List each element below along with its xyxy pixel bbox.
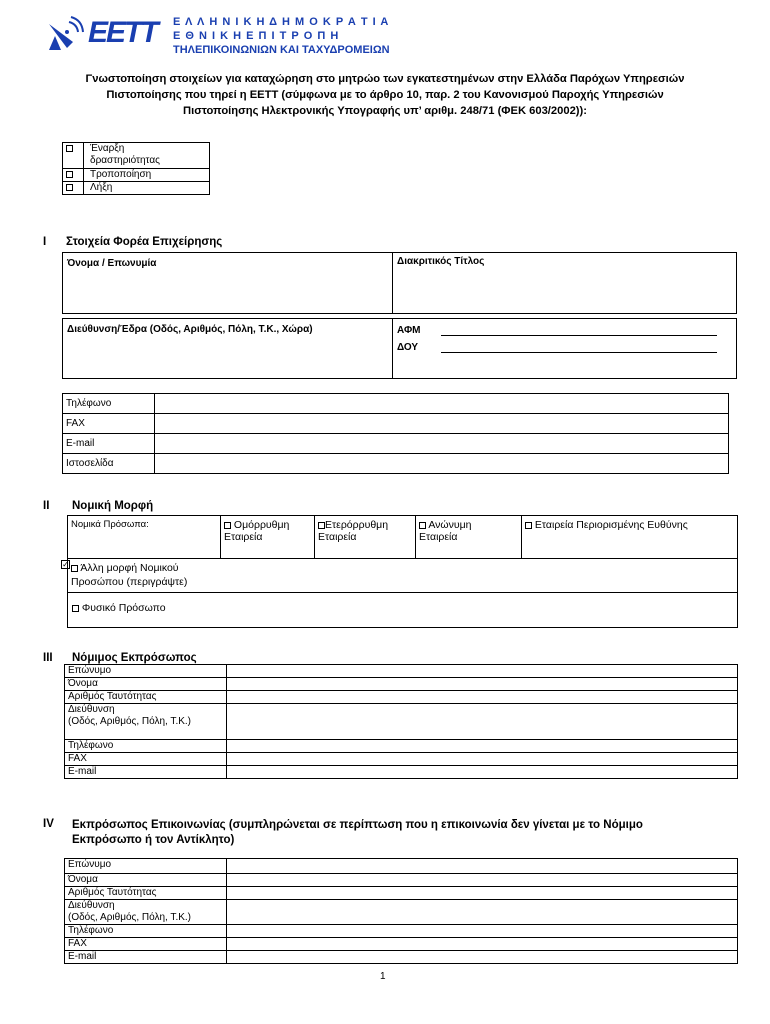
option-ee[interactable]: Ετερόρρυθμη Εταιρεία <box>315 516 416 559</box>
legal-form-box <box>67 515 738 628</box>
option-other[interactable]: Άλλη μορφή Νομικού Προσώπου (περιγράψτε) <box>71 562 188 588</box>
rep-phone-input[interactable] <box>227 740 738 753</box>
section3-num: III <box>43 652 53 664</box>
page-title: Γνωστοποίηση στοιχείων για καταχώρηση στο μητρώο των εγκατεστημένων στην Ελλάδα Παρόχων Υπηρεσιών Πιστοποίησης που τηρεί η ΕΕΤΤ (σύμφωνα με το άρθρο 10, παρ. 2 του Κανονισμού Παροχής Υπηρεσιών Πιστοποίησης Ηλεκτρονικής Υπογραφής υπ’ αριθμ. 248/71 (ΦΕΚ 603/2002)): <box>85 73 685 117</box>
contact-table: Τηλέφωνο FAX E-mail Ιστοσελίδα <box>62 393 729 474</box>
section4-title: Εκπρόσωπος Επικοινωνίας (συμπληρώνεται σε περίπτωση που η επικοινωνία δεν γίνεται με το Νόμιμο Εκπρόσωπο ή τον Αντίκλητο) <box>72 819 643 846</box>
distinctive-title-field[interactable]: Διακριτικός Τίτλος <box>392 252 737 314</box>
contact-address-input[interactable] <box>227 900 738 925</box>
checkbox-start[interactable] <box>66 145 73 152</box>
company-name-field[interactable]: Όνομα / Επωνυμία <box>62 252 393 314</box>
section2-title: Νομική Μορφή <box>72 500 154 512</box>
contact-name-input[interactable] <box>227 874 738 887</box>
option-ae[interactable]: Ανώνυμη Εταιρεία <box>416 516 522 559</box>
legal-rep-table: Επώνυμο Όνομα Αριθμός Ταυτότητας Διεύθυνση (Οδός, Αριθμός, Πόλη, Τ.Κ.) Τηλέφωνο FAX E-mail <box>64 664 738 779</box>
tax-box: ΑΦΜ ΔΟΥ <box>392 318 737 379</box>
rep-id-input[interactable] <box>227 691 738 704</box>
rep-fax-input[interactable] <box>227 753 738 766</box>
legal-entities-label: Νομικά Πρόσωπα: <box>71 519 149 530</box>
option-oe[interactable]: Ομόρρυθμη Εταιρεία <box>221 516 315 559</box>
section4-num: IV <box>43 818 54 830</box>
satellite-dish-icon <box>45 14 85 54</box>
contact-email-input[interactable] <box>227 951 738 964</box>
email-input[interactable] <box>155 434 729 454</box>
contact-surname-input[interactable] <box>227 859 738 874</box>
eett-logo: ΕΕΤΤ <box>88 16 157 49</box>
rep-surname-input[interactable] <box>227 665 738 678</box>
org-line-2: Ε Θ Ν Ι Κ Η Ε Π Ι Τ Ρ Ο Π Η <box>173 30 340 42</box>
checked-box-icon[interactable]: ✓ <box>62 560 69 569</box>
section2-num: II <box>43 500 50 512</box>
rep-email-input[interactable] <box>227 766 738 779</box>
phone-input[interactable] <box>155 394 729 414</box>
website-input[interactable] <box>155 454 729 474</box>
checkbox-modify[interactable] <box>66 171 73 178</box>
org-line-1: Ε Λ Λ Η Ν Ι Κ Η Δ Η Μ Ο Κ Ρ Α Τ Ι Α <box>173 16 390 28</box>
doy-input-line[interactable] <box>441 352 717 353</box>
section3-title: Νόμιμος Εκπρόσωπος <box>72 652 197 664</box>
contact-id-input[interactable] <box>227 887 738 900</box>
rep-name-input[interactable] <box>227 678 738 691</box>
section1-num: I <box>43 236 47 248</box>
option-natural-person[interactable]: Φυσικό Πρόσωπο <box>72 602 166 614</box>
page-number: 1 <box>380 971 386 982</box>
status-options-table: Έναρξη δραστηριότητας Τροποποίηση Λήξη <box>62 142 210 195</box>
rep-address-input[interactable] <box>227 704 738 740</box>
fax-input[interactable] <box>155 414 729 434</box>
option-epe[interactable]: Εταιρεία Περιορισμένης Ευθύνης <box>522 516 738 559</box>
checkbox-end[interactable] <box>66 184 73 191</box>
org-line-3: ΤΗΛΕΠΙΚΟΙΝΩΝΙΩΝ ΚΑΙ ΤΑΧΥΔΡΟΜΕΙΩΝ <box>173 44 390 56</box>
section1-title: Στοιχεία Φορέα Επιχείρησης <box>66 236 223 248</box>
contact-fax-input[interactable] <box>227 938 738 951</box>
contact-phone-input[interactable] <box>227 925 738 938</box>
afm-input-line[interactable] <box>441 335 717 336</box>
contact-rep-table: Επώνυμο Όνομα Αριθμός Ταυτότητας Διεύθυνση (Οδός, Αριθμός, Πόλη, Τ.Κ.) Τηλέφωνο FAX E-mail <box>64 858 738 964</box>
address-field[interactable]: Διεύθυνση/Έδρα (Οδός, Αριθμός, Πόλη, Τ.Κ., Χώρα) <box>62 318 393 379</box>
